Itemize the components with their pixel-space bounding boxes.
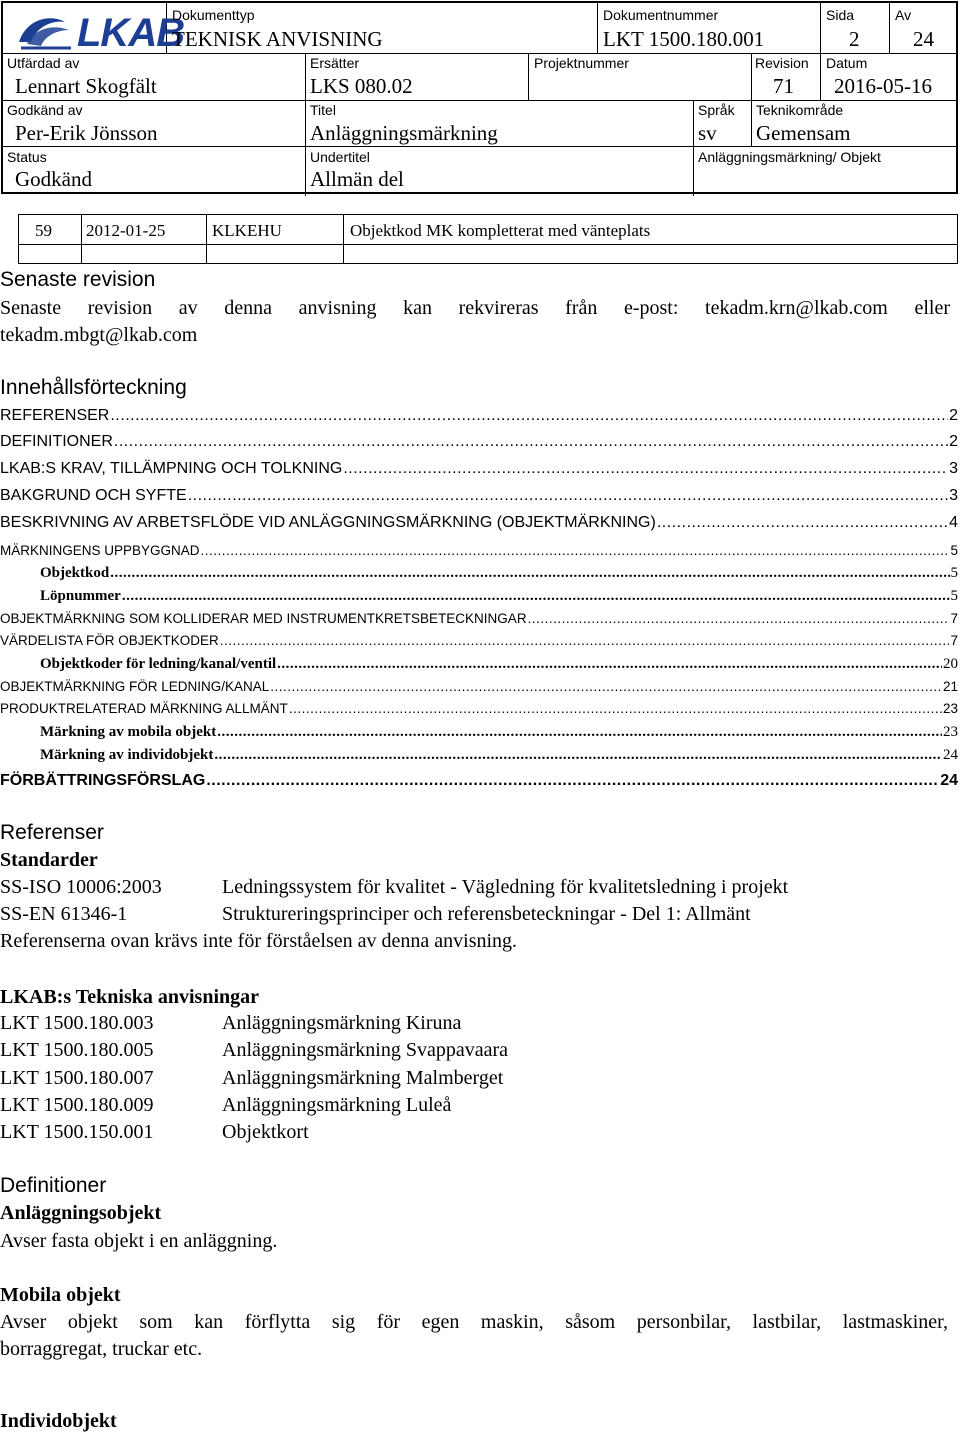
status-label: Status <box>7 149 47 165</box>
toc-entry-text: PRODUKTRELATERAD MÄRKNING ALLMÄNT <box>0 701 288 716</box>
header-divider <box>889 3 890 53</box>
header-divider <box>528 53 529 100</box>
toc-entry[interactable] <box>0 700 958 718</box>
toc-entry[interactable] <box>0 564 958 582</box>
standards-heading: Standarder <box>0 849 98 871</box>
definition-term: Individobjekt <box>0 1410 117 1432</box>
revision-cell: 59 <box>35 221 52 240</box>
toc-entry-text: Märkning av individobjekt <box>40 747 214 763</box>
toc-entry-text: DEFINITIONER <box>0 433 113 450</box>
lkab-doc-title: Anläggningsmärkning Kiruna <box>222 1012 462 1034</box>
header-divider <box>820 53 821 100</box>
lkab-logo <box>17 11 185 55</box>
header-divider <box>3 100 956 101</box>
revision-table-divider <box>206 215 207 263</box>
revision-table-divider <box>19 244 957 245</box>
doc-type-value: TEKNISK ANVISNING <box>172 27 383 51</box>
lkab-doc-code: LKT 1500.180.007 <box>0 1067 154 1089</box>
revision-date-cell: 2012-01-25 <box>86 221 166 240</box>
approved-by-value: Per-Erik Jönsson <box>15 121 158 145</box>
toc-entry-text: REFERENSER <box>0 407 110 424</box>
toc-entry[interactable] <box>0 723 958 741</box>
toc-entry-page: 5 <box>950 543 958 558</box>
toc-entry[interactable] <box>0 513 958 533</box>
toc-entry-text: Objektkod <box>40 565 110 581</box>
toc-entry[interactable] <box>0 771 958 791</box>
toc-heading: Innehållsförteckning <box>0 376 187 399</box>
area-value: Gemensam <box>756 121 851 145</box>
toc-entry-text: OBJEKTMÄRKNING SOM KOLLIDERAR MED INSTRUMENTKRETSBETECKNINGAR <box>0 611 527 626</box>
toc-entry-text: BAKGRUND OCH SYFTE <box>0 487 187 504</box>
toc-entry-page: 20 <box>943 656 958 672</box>
lkab-doc-code: LKT 1500.180.009 <box>0 1094 154 1116</box>
toc-entry-text: Objektkoder för ledning/kanal/ventil <box>40 656 277 672</box>
project-label: Projektnummer <box>534 55 629 71</box>
page-label: Sida <box>826 7 855 23</box>
doc-number-value: LKT 1500.180.001 <box>603 27 765 51</box>
category-value: Anläggningsmärkning/ Objekt <box>698 149 881 165</box>
toc-entry-page: 7 <box>950 611 958 626</box>
toc-entry[interactable] <box>0 610 958 628</box>
toc-entry-page: 24 <box>940 772 958 789</box>
header-divider <box>597 3 598 53</box>
approved-by-label: Godkänd av <box>7 102 83 118</box>
toc-entry-text: OBJEKTMÄRKNING FÖR LEDNING/KANAL <box>0 679 270 694</box>
toc-entry-page: 24 <box>943 747 958 763</box>
lkab-emblem-icon <box>17 12 73 52</box>
toc-entry-page: 23 <box>943 724 958 740</box>
toc-entry-text: Märkning av mobila objekt <box>40 724 217 740</box>
subtitle-label: Undertitel <box>310 149 370 165</box>
revision-table <box>18 214 958 264</box>
toc-entry-page: 21 <box>942 679 958 694</box>
lkab-doc-code: LKT 1500.180.005 <box>0 1039 154 1061</box>
lkab-doc-title: Anläggningsmärkning Malmberget <box>222 1067 504 1089</box>
revision-value: 71 <box>773 74 794 98</box>
latest-revision-heading: Senaste revision <box>0 268 156 291</box>
toc-entry-page: 5 <box>950 588 958 604</box>
references-heading: Referenser <box>0 821 104 844</box>
toc-entry-page: 2 <box>949 407 958 424</box>
toc-entry-page: 5 <box>950 565 958 581</box>
toc-entry[interactable] <box>0 459 958 479</box>
standard-code: SS-EN 61346-1 <box>0 903 128 925</box>
replaces-value: LKS 080.02 <box>310 74 413 98</box>
status-value: Godkänd <box>15 167 92 191</box>
definition-term: Mobila objekt <box>0 1284 121 1306</box>
standard-title: Struktureringsprinciper och referensbeteckningar - Del 1: Allmänt <box>222 903 751 925</box>
header-divider <box>693 100 694 196</box>
revision-sign-cell: KLKEHU <box>212 221 282 240</box>
language-label: Språk <box>698 102 735 118</box>
lkab-doc-code: LKT 1500.150.001 <box>0 1121 154 1143</box>
issued-by-label: Utfärdad av <box>7 55 80 71</box>
header-divider <box>3 146 956 147</box>
subtitle-value: Allmän del <box>310 167 404 191</box>
toc-entry-page: 23 <box>942 701 958 716</box>
definition-text: borraggregat, truckar etc. <box>0 1338 203 1360</box>
toc-entry-text: Löpnummer <box>40 588 121 604</box>
toc-entry-text: BESKRIVNING AV ARBETSFLÖDE VID ANLÄGGNINGSMÄRKNING (OBJEKTMÄRKNING) <box>0 514 656 531</box>
header-divider <box>820 3 821 53</box>
toc-entry-page: 3 <box>949 460 958 477</box>
toc-entry-text: VÄRDELISTA FÖR OBJEKTKODER <box>0 633 219 648</box>
header-divider <box>751 53 752 146</box>
logo-wordmark: LKAB <box>77 11 185 55</box>
date-label: Datum <box>826 55 868 71</box>
page-value: 2 <box>849 27 860 51</box>
replaces-label: Ersätter <box>310 55 360 71</box>
toc-entry-page: 3 <box>949 487 958 504</box>
toc-entry[interactable] <box>0 746 958 764</box>
toc-entry[interactable] <box>0 655 958 673</box>
lkab-doc-title: Anläggningsmärkning Svappavaara <box>222 1039 509 1061</box>
toc-entry[interactable] <box>0 587 958 605</box>
toc-entry[interactable] <box>0 486 958 506</box>
language-value: sv <box>698 121 717 145</box>
toc-entry-text: MÄRKNINGENS UPPBYGGNAD <box>0 543 200 558</box>
definitions-heading: Definitioner <box>0 1174 107 1197</box>
revision-table-divider <box>81 215 82 263</box>
revision-label: Revision <box>755 55 809 71</box>
toc-entry-text: LKAB:S KRAV, TILLÄMPNING OCH TOLKNING <box>0 460 343 477</box>
latest-revision-email[interactable]: tekadm.mbgt@lkab.com <box>0 324 198 346</box>
standard-title: Ledningssystem för kvalitet - Vägledning för kvalitetsledning i projekt <box>222 876 789 898</box>
issued-by-value: Lennart Skogfält <box>15 74 157 98</box>
toc-entry-page: 2 <box>949 433 958 450</box>
doc-number-label: Dokumentnummer <box>603 7 719 23</box>
toc-entry-text: FÖRBÄTTRINGSFÖRSLAG <box>0 772 206 789</box>
doc-type-label: Dokumenttyp <box>172 7 255 23</box>
toc-entry[interactable] <box>0 632 958 650</box>
area-label: Teknikområde <box>756 102 844 118</box>
lkab-doc-title: Objektkort <box>222 1121 309 1143</box>
toc-entry[interactable] <box>0 406 958 426</box>
toc-entry-page: 7 <box>950 633 958 648</box>
revision-table-divider <box>343 215 344 263</box>
lkab-docs-heading: LKAB:s Tekniska anvisningar <box>0 986 259 1008</box>
lkab-doc-title: Anläggningsmärkning Luleå <box>222 1094 452 1116</box>
revision-text-cell: Objektkod MK kompletterat med vänteplats <box>350 221 651 240</box>
header-divider <box>305 53 306 196</box>
toc-entry[interactable] <box>0 542 958 560</box>
standard-code: SS-ISO 10006:2003 <box>0 876 162 898</box>
references-note: Referenserna ovan krävs inte för förståelsen av denna anvisning. <box>0 930 518 952</box>
toc-entry[interactable] <box>0 432 958 452</box>
page-count-label: Av <box>895 7 912 23</box>
toc-entry-page: 4 <box>949 514 958 531</box>
title-label: Titel <box>310 102 336 118</box>
document-header <box>1 1 958 194</box>
latest-revision-text: Senaste revision av denna anvisning kan rekvireras från e-post: tekadm.krn@lkab.com eller <box>0 297 950 319</box>
date-value: 2016-05-16 <box>834 74 932 98</box>
title-value: Anläggningsmärkning <box>310 121 498 145</box>
definition-text: Avser fasta objekt i en anläggning. <box>0 1230 278 1252</box>
lkab-doc-code: LKT 1500.180.003 <box>0 1012 154 1034</box>
page-count-value: 24 <box>913 27 934 51</box>
definition-term: Anläggningsobjekt <box>0 1202 162 1224</box>
definition-text: Avser objekt som kan förflytta sig för egen maskin, såsom personbilar, lastbilar, lastmaskiner, <box>0 1311 948 1333</box>
toc-entry[interactable] <box>0 678 958 696</box>
